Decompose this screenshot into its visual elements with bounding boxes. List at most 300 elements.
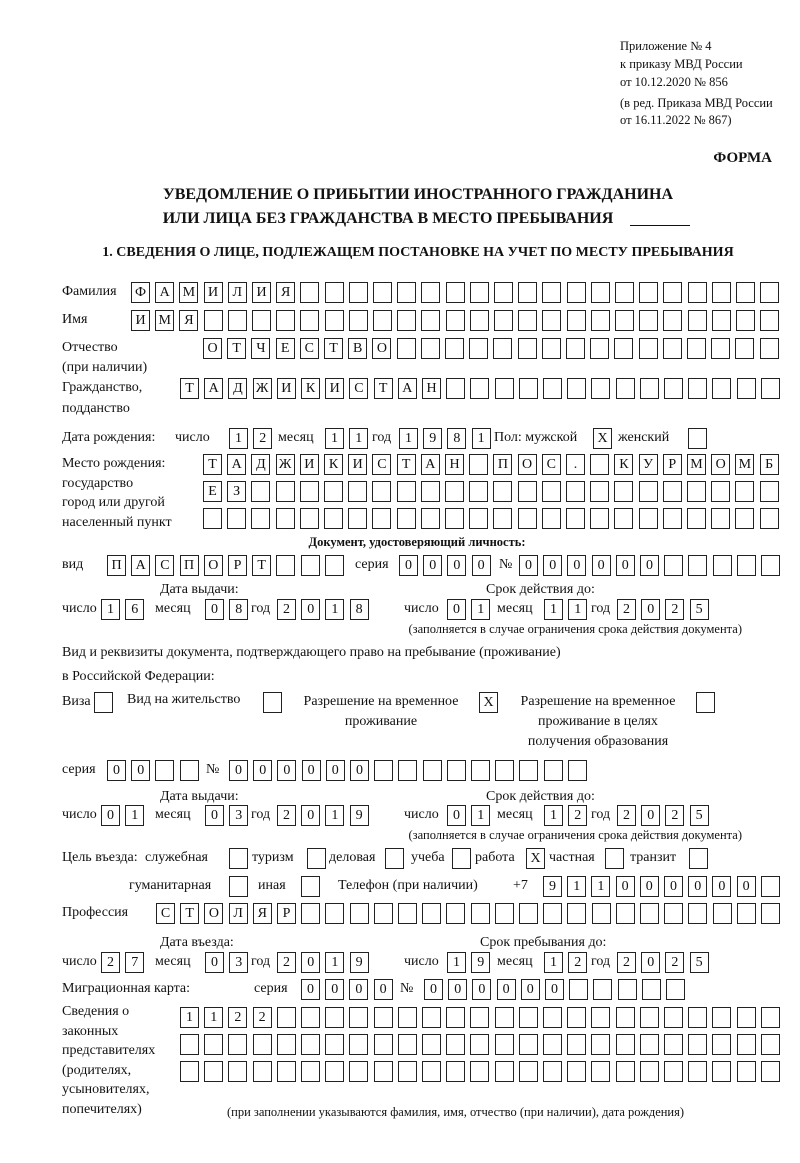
patronymic-cell[interactable] [735,338,754,359]
representatives-cell[interactable] [398,1061,417,1082]
stay-number-cell[interactable]: 0 [326,760,345,781]
birth-place-cell[interactable] [590,481,609,502]
name-cell[interactable] [373,310,392,331]
patronymic-cell[interactable] [687,338,706,359]
patronymic-cell[interactable] [518,338,537,359]
representatives-cell[interactable] [688,1034,707,1055]
surname-cell[interactable] [300,282,319,303]
surname-cell[interactable] [325,282,344,303]
representatives-cell[interactable] [470,1034,489,1055]
representatives-cell[interactable] [470,1061,489,1082]
birth-place-cell[interactable]: . [566,454,585,475]
birth-place-cell[interactable] [203,508,222,529]
citizenship-cell[interactable] [519,378,538,399]
citizenship-cell[interactable]: Т [180,378,199,399]
representatives-cell[interactable] [325,1061,344,1082]
profession-cell[interactable] [688,903,707,924]
patronymic-cell[interactable] [760,338,779,359]
profession-cell[interactable] [567,903,586,924]
doc-type-cell[interactable] [301,555,320,576]
doc-type-cell[interactable]: А [131,555,150,576]
year-cell[interactable]: 9 [350,805,369,826]
purpose-checkbox[interactable] [689,848,708,869]
profession-cell[interactable] [422,903,441,924]
citizenship-cell[interactable]: Н [422,378,441,399]
profession-cell[interactable] [350,903,369,924]
representatives-cell[interactable] [349,1034,368,1055]
representatives-cell[interactable] [325,1034,344,1055]
month-cell[interactable]: 1 [544,805,563,826]
birth-place-cell[interactable]: К [614,454,633,475]
representatives-cell[interactable] [204,1034,223,1055]
trp-education-checkbox[interactable] [696,692,715,713]
name-cell[interactable] [494,310,513,331]
month-cell[interactable]: 3 [229,805,248,826]
day-cell[interactable]: 0 [447,599,466,620]
birth-place-cell[interactable] [397,481,416,502]
profession-cell[interactable] [737,903,756,924]
birth-place-cell[interactable] [760,508,779,529]
birth-place-cell[interactable] [663,508,682,529]
day-cell[interactable]: 1 [447,952,466,973]
birth-place-cell[interactable]: Е [203,481,222,502]
name-cell[interactable] [591,310,610,331]
birth-place-cell[interactable] [614,508,633,529]
stay-number-cell[interactable] [495,760,514,781]
citizenship-cell[interactable] [664,378,683,399]
surname-cell[interactable] [494,282,513,303]
birth-day-cell[interactable]: 1 [229,428,248,449]
representatives-cell[interactable] [253,1061,272,1082]
doc-type-cell[interactable]: П [107,555,126,576]
representatives-cell[interactable] [374,1061,393,1082]
representatives-cell[interactable] [761,1007,780,1028]
citizenship-cell[interactable]: Д [228,378,247,399]
surname-cell[interactable] [712,282,731,303]
birth-place-cell[interactable] [251,481,270,502]
surname-cell[interactable] [591,282,610,303]
representatives-cell[interactable] [737,1007,756,1028]
year-cell[interactable]: 2 [617,805,636,826]
month-cell[interactable]: 1 [568,599,587,620]
citizenship-cell[interactable] [446,378,465,399]
name-cell[interactable] [567,310,586,331]
surname-cell[interactable] [470,282,489,303]
phone-cell[interactable]: 0 [616,876,635,897]
representatives-cell[interactable] [591,1061,610,1082]
year-cell[interactable]: 2 [277,599,296,620]
representatives-cell[interactable] [374,1034,393,1055]
purpose-checkbox[interactable] [385,848,404,869]
phone-cell[interactable]: 0 [664,876,683,897]
citizenship-cell[interactable] [616,378,635,399]
profession-cell[interactable] [664,903,683,924]
name-cell[interactable]: Я [179,310,198,331]
representatives-cell[interactable] [422,1034,441,1055]
stay-number-cell[interactable]: 0 [350,760,369,781]
name-cell[interactable] [518,310,537,331]
citizenship-cell[interactable]: И [325,378,344,399]
representatives-cell[interactable]: 2 [228,1007,247,1028]
representatives-cell[interactable] [228,1061,247,1082]
representatives-cell[interactable] [664,1034,683,1055]
name-cell[interactable] [228,310,247,331]
citizenship-cell[interactable] [737,378,756,399]
stay-number-cell[interactable] [423,760,442,781]
birth-place-cell[interactable] [735,481,754,502]
representatives-cell[interactable] [495,1007,514,1028]
surname-cell[interactable]: И [252,282,271,303]
profession-cell[interactable]: С [156,903,175,924]
purpose-checkbox[interactable] [229,876,248,897]
profession-cell[interactable] [398,903,417,924]
month-cell[interactable]: 0 [205,599,224,620]
year-cell[interactable]: 5 [690,805,709,826]
birth-place-cell[interactable] [276,508,295,529]
birth-place-cell[interactable] [348,508,367,529]
representatives-cell[interactable] [180,1061,199,1082]
representatives-cell[interactable] [761,1034,780,1055]
birth-place-cell[interactable] [469,454,488,475]
birth-place-cell[interactable] [493,508,512,529]
birth-place-cell[interactable]: И [348,454,367,475]
migration-number-cell[interactable]: 0 [545,979,564,1000]
birth-month-cell[interactable]: 1 [349,428,368,449]
profession-cell[interactable] [640,903,659,924]
representatives-cell[interactable]: 1 [180,1007,199,1028]
representatives-cell[interactable] [374,1007,393,1028]
name-cell[interactable] [325,310,344,331]
trp-checkbox[interactable]: X [479,692,498,713]
representatives-cell[interactable] [349,1007,368,1028]
profession-cell[interactable] [592,903,611,924]
representatives-cell[interactable] [567,1061,586,1082]
year-cell[interactable]: 2 [665,599,684,620]
profession-cell[interactable] [616,903,635,924]
representatives-cell[interactable] [712,1007,731,1028]
day-cell[interactable]: 7 [125,952,144,973]
year-cell[interactable]: 2 [277,952,296,973]
representatives-cell[interactable] [228,1034,247,1055]
birth-place-cell[interactable] [469,508,488,529]
birth-place-cell[interactable] [300,481,319,502]
birth-place-cell[interactable]: О [518,454,537,475]
birth-place-cell[interactable] [566,508,585,529]
surname-cell[interactable]: А [155,282,174,303]
citizenship-cell[interactable]: Ж [253,378,272,399]
year-cell[interactable]: 0 [641,599,660,620]
patronymic-cell[interactable] [566,338,585,359]
birth-place-cell[interactable] [639,508,658,529]
patronymic-cell[interactable]: В [348,338,367,359]
birth-place-cell[interactable] [421,481,440,502]
representatives-cell[interactable] [470,1007,489,1028]
representatives-cell[interactable] [640,1007,659,1028]
name-cell[interactable] [252,310,271,331]
representatives-cell[interactable] [446,1034,465,1055]
patronymic-cell[interactable]: О [372,338,391,359]
name-cell[interactable] [542,310,561,331]
profession-cell[interactable] [543,903,562,924]
citizenship-cell[interactable] [543,378,562,399]
phone-cell[interactable]: 0 [737,876,756,897]
representatives-cell[interactable] [301,1034,320,1055]
birth-place-cell[interactable] [276,481,295,502]
year-cell[interactable]: 2 [665,952,684,973]
birth-place-cell[interactable] [566,481,585,502]
surname-cell[interactable] [518,282,537,303]
migration-number-cell[interactable]: 0 [521,979,540,1000]
profession-cell[interactable] [446,903,465,924]
doc-number-cell[interactable] [688,555,707,576]
representatives-cell[interactable] [398,1034,417,1055]
stay-series-cell[interactable]: 0 [131,760,150,781]
profession-cell[interactable] [301,903,320,924]
phone-cell[interactable]: 1 [567,876,586,897]
citizenship-cell[interactable]: А [204,378,223,399]
profession-cell[interactable] [761,903,780,924]
birth-place-cell[interactable] [397,508,416,529]
doc-type-cell[interactable]: Т [252,555,271,576]
representatives-cell[interactable] [737,1034,756,1055]
birth-place-cell[interactable]: Т [397,454,416,475]
migration-number-cell[interactable] [642,979,661,1000]
birth-place-cell[interactable]: Ж [276,454,295,475]
birth-year-cell[interactable]: 1 [472,428,491,449]
month-cell[interactable]: 2 [568,952,587,973]
representatives-cell[interactable] [543,1034,562,1055]
doc-number-cell[interactable] [737,555,756,576]
surname-cell[interactable] [760,282,779,303]
stay-number-cell[interactable] [568,760,587,781]
representatives-cell[interactable] [301,1061,320,1082]
day-cell[interactable]: 0 [447,805,466,826]
birth-place-cell[interactable] [445,508,464,529]
stay-number-cell[interactable] [519,760,538,781]
representatives-cell[interactable] [180,1034,199,1055]
stay-number-cell[interactable] [471,760,490,781]
doc-type-cell[interactable]: П [180,555,199,576]
name-cell[interactable] [300,310,319,331]
migration-number-cell[interactable]: 0 [472,979,491,1000]
profession-cell[interactable]: Р [277,903,296,924]
migration-number-cell[interactable] [618,979,637,1000]
patronymic-cell[interactable] [711,338,730,359]
birth-place-cell[interactable] [711,508,730,529]
representatives-cell[interactable] [519,1061,538,1082]
birth-place-cell[interactable] [518,481,537,502]
month-cell[interactable]: 3 [229,952,248,973]
representatives-cell[interactable] [640,1061,659,1082]
birth-place-cell[interactable] [590,454,609,475]
migration-number-cell[interactable]: 0 [497,979,516,1000]
citizenship-cell[interactable]: И [277,378,296,399]
birth-place-cell[interactable] [639,481,658,502]
year-cell[interactable]: 0 [301,599,320,620]
citizenship-cell[interactable] [761,378,780,399]
sex-male-checkbox[interactable]: X [593,428,612,449]
patronymic-cell[interactable] [445,338,464,359]
representatives-cell[interactable] [398,1007,417,1028]
birth-place-cell[interactable]: Р [663,454,682,475]
patronymic-cell[interactable] [614,338,633,359]
representatives-cell[interactable] [519,1007,538,1028]
representatives-cell[interactable] [325,1007,344,1028]
citizenship-cell[interactable]: Т [374,378,393,399]
birth-place-cell[interactable]: П [493,454,512,475]
citizenship-cell[interactable] [712,378,731,399]
name-cell[interactable] [470,310,489,331]
birth-place-cell[interactable]: А [227,454,246,475]
phone-cell[interactable]: 9 [543,876,562,897]
doc-number-cell[interactable] [713,555,732,576]
profession-cell[interactable]: О [204,903,223,924]
doc-series-cell[interactable]: 0 [447,555,466,576]
name-cell[interactable] [276,310,295,331]
day-cell[interactable]: 6 [125,599,144,620]
surname-cell[interactable] [421,282,440,303]
stay-series-cell[interactable]: 0 [107,760,126,781]
day-cell[interactable]: 2 [101,952,120,973]
migration-series-cell[interactable]: 0 [349,979,368,1000]
purpose-checkbox[interactable]: X [526,848,545,869]
patronymic-cell[interactable]: Е [276,338,295,359]
day-cell[interactable]: 9 [471,952,490,973]
representatives-cell[interactable] [422,1007,441,1028]
migration-series-cell[interactable]: 0 [301,979,320,1000]
patronymic-cell[interactable] [590,338,609,359]
doc-number-cell[interactable] [664,555,683,576]
birth-place-cell[interactable] [372,508,391,529]
representatives-cell[interactable] [664,1061,683,1082]
profession-cell[interactable] [471,903,490,924]
doc-number-cell[interactable]: 0 [543,555,562,576]
surname-cell[interactable] [567,282,586,303]
citizenship-cell[interactable] [567,378,586,399]
representatives-cell[interactable] [664,1007,683,1028]
profession-cell[interactable] [325,903,344,924]
surname-cell[interactable] [542,282,561,303]
representatives-cell[interactable] [688,1061,707,1082]
birth-place-cell[interactable]: И [300,454,319,475]
birth-place-cell[interactable] [372,481,391,502]
surname-cell[interactable] [663,282,682,303]
doc-number-cell[interactable] [761,555,780,576]
citizenship-cell[interactable] [591,378,610,399]
year-cell[interactable]: 1 [325,599,344,620]
citizenship-cell[interactable]: К [301,378,320,399]
year-cell[interactable]: 2 [277,805,296,826]
purpose-checkbox[interactable] [301,876,320,897]
birth-place-cell[interactable] [663,481,682,502]
stay-series-cell[interactable] [155,760,174,781]
birth-place-cell[interactable] [348,481,367,502]
name-cell[interactable] [639,310,658,331]
representatives-cell[interactable] [567,1007,586,1028]
surname-cell[interactable] [639,282,658,303]
doc-number-cell[interactable]: 0 [616,555,635,576]
patronymic-cell[interactable] [542,338,561,359]
patronymic-cell[interactable] [469,338,488,359]
birth-place-cell[interactable]: Т [203,454,222,475]
doc-type-cell[interactable]: Р [228,555,247,576]
profession-cell[interactable] [713,903,732,924]
name-cell[interactable]: М [155,310,174,331]
representatives-cell[interactable] [712,1034,731,1055]
birth-year-cell[interactable]: 9 [423,428,442,449]
citizenship-cell[interactable] [495,378,514,399]
stay-number-cell[interactable]: 0 [302,760,321,781]
month-cell[interactable]: 1 [544,599,563,620]
patronymic-cell[interactable] [397,338,416,359]
doc-type-cell[interactable] [325,555,344,576]
representatives-cell[interactable] [253,1034,272,1055]
representatives-cell[interactable] [567,1034,586,1055]
citizenship-cell[interactable] [640,378,659,399]
profession-cell[interactable] [519,903,538,924]
birth-place-cell[interactable] [735,508,754,529]
surname-cell[interactable]: Я [276,282,295,303]
representatives-cell[interactable] [616,1061,635,1082]
patronymic-cell[interactable]: С [300,338,319,359]
profession-cell[interactable]: Л [229,903,248,924]
year-cell[interactable]: 1 [325,952,344,973]
representatives-cell[interactable] [301,1007,320,1028]
representatives-cell[interactable] [519,1034,538,1055]
name-cell[interactable] [736,310,755,331]
migration-series-cell[interactable]: 0 [374,979,393,1000]
phone-cell[interactable]: 1 [591,876,610,897]
doc-series-cell[interactable]: 0 [399,555,418,576]
birth-place-cell[interactable]: А [421,454,440,475]
representatives-cell[interactable] [495,1034,514,1055]
year-cell[interactable]: 0 [301,805,320,826]
phone-cell[interactable]: 0 [640,876,659,897]
doc-number-cell[interactable]: 0 [640,555,659,576]
migration-number-cell[interactable] [569,979,588,1000]
doc-number-cell[interactable]: 0 [592,555,611,576]
year-cell[interactable]: 9 [350,952,369,973]
representatives-cell[interactable] [446,1007,465,1028]
doc-number-cell[interactable]: 0 [519,555,538,576]
birth-place-cell[interactable]: М [735,454,754,475]
year-cell[interactable]: 2 [665,805,684,826]
birth-place-cell[interactable] [324,481,343,502]
surname-cell[interactable] [349,282,368,303]
stay-number-cell[interactable]: 0 [277,760,296,781]
birth-place-cell[interactable] [711,481,730,502]
doc-series-cell[interactable]: 0 [472,555,491,576]
representatives-cell[interactable] [422,1061,441,1082]
birth-place-cell[interactable] [614,481,633,502]
birth-place-cell[interactable] [760,481,779,502]
representatives-cell[interactable] [616,1034,635,1055]
citizenship-cell[interactable]: А [398,378,417,399]
year-cell[interactable]: 1 [325,805,344,826]
purpose-checkbox[interactable] [229,848,248,869]
birth-place-cell[interactable]: С [372,454,391,475]
birth-place-cell[interactable] [227,508,246,529]
representatives-cell[interactable] [277,1034,296,1055]
doc-series-cell[interactable]: 0 [423,555,442,576]
month-cell[interactable]: 1 [544,952,563,973]
birth-place-cell[interactable]: М [687,454,706,475]
birth-place-cell[interactable] [300,508,319,529]
surname-cell[interactable]: И [204,282,223,303]
year-cell[interactable]: 5 [690,599,709,620]
name-cell[interactable] [446,310,465,331]
profession-cell[interactable] [495,903,514,924]
